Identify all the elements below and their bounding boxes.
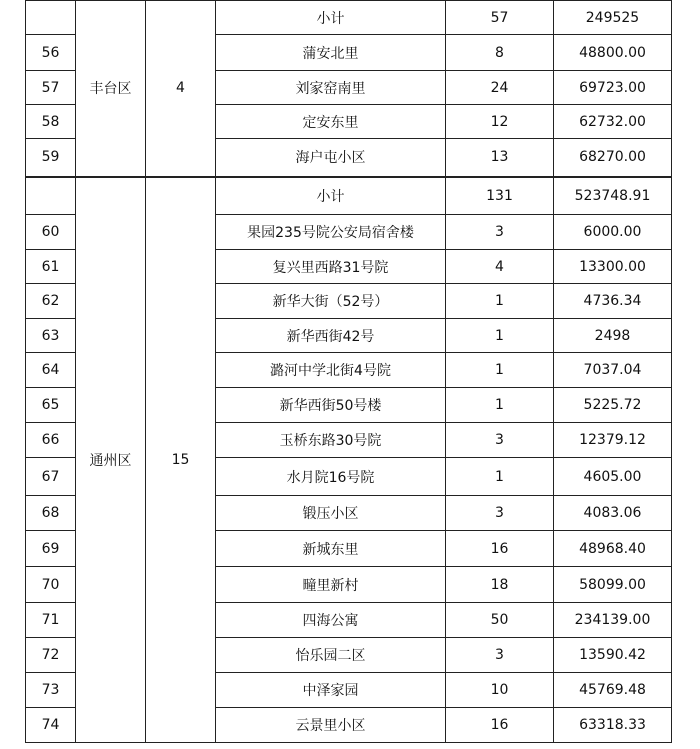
row-number-cell: 63 [26,319,76,353]
row-number-cell: 71 [26,603,76,638]
amount-cell: 5225.72 [554,388,672,423]
households-cell: 13 [446,139,554,177]
households-cell: 18 [446,567,554,603]
households-cell: 3 [446,638,554,673]
community-name-cell: 复兴里西路31号院 [216,250,446,284]
housing-table [25,0,672,743]
community-name-cell: 潞河中学北街4号院 [216,353,446,388]
community-name-cell: 中泽家园 [216,673,446,708]
subtotal-row [26,1,672,35]
community-name-cell: 锻压小区 [216,496,446,531]
households-cell: 8 [446,35,554,71]
households-cell: 4 [446,250,554,284]
district-name-cell: 通州区 [76,177,146,743]
households-cell: 12 [446,105,554,139]
row-number-cell: 56 [26,35,76,71]
row-number-cell: 57 [26,71,76,105]
households-cell: 1 [446,284,554,319]
community-name-cell: 新华西街42号 [216,319,446,353]
community-name-cell: 新华西街50号楼 [216,388,446,423]
households-cell: 1 [446,353,554,388]
amount-cell: 13300.00 [554,250,672,284]
households-cell: 3 [446,215,554,250]
community-name-cell: 新华大街（52号） [216,284,446,319]
community-name-cell: 新城东里 [216,531,446,567]
row-number-cell: 62 [26,284,76,319]
households-cell: 1 [446,458,554,496]
row-number-cell: 59 [26,139,76,177]
amount-cell: 234139.00 [554,603,672,638]
amount-cell: 4605.00 [554,458,672,496]
row-number-cell [26,177,76,215]
households-cell: 10 [446,673,554,708]
subtotal-row [26,177,672,215]
row-number-cell: 74 [26,708,76,743]
community-name-cell: 刘家窑南里 [216,71,446,105]
subtotal-amount-cell: 249525 [554,1,672,35]
row-number-cell: 61 [26,250,76,284]
households-cell: 3 [446,496,554,531]
subtotal-label-cell: 小计 [216,177,446,215]
households-cell: 24 [446,71,554,105]
amount-cell: 6000.00 [554,215,672,250]
row-number-cell: 60 [26,215,76,250]
district-count-cell: 15 [146,177,216,743]
amount-cell: 45769.48 [554,673,672,708]
community-name-cell: 云景里小区 [216,708,446,743]
row-number-cell [26,1,76,35]
amount-cell: 12379.12 [554,423,672,458]
row-number-cell: 67 [26,458,76,496]
community-name-cell: 蒲安北里 [216,35,446,71]
row-number-cell: 58 [26,105,76,139]
row-number-cell: 68 [26,496,76,531]
amount-cell: 62732.00 [554,105,672,139]
community-name-cell: 海户屯小区 [216,139,446,177]
row-number-cell: 73 [26,673,76,708]
community-name-cell: 四海公寓 [216,603,446,638]
community-name-cell: 水月院16号院 [216,458,446,496]
district-count-cell: 4 [146,1,216,177]
community-name-cell: 疃里新村 [216,567,446,603]
row-number-cell: 65 [26,388,76,423]
households-cell: 3 [446,423,554,458]
amount-cell: 58099.00 [554,567,672,603]
row-number-cell: 69 [26,531,76,567]
district-name-cell: 丰台区 [76,1,146,177]
community-name-cell: 怡乐园二区 [216,638,446,673]
community-name-cell: 玉桥东路30号院 [216,423,446,458]
households-cell: 16 [446,708,554,743]
amount-cell: 63318.33 [554,708,672,743]
row-number-cell: 70 [26,567,76,603]
households-cell: 50 [446,603,554,638]
row-number-cell: 64 [26,353,76,388]
subtotal-households-cell: 131 [446,177,554,215]
amount-cell: 68270.00 [554,139,672,177]
amount-cell: 69723.00 [554,71,672,105]
amount-cell: 4083.06 [554,496,672,531]
community-name-cell: 果园235号院公安局宿舍楼 [216,215,446,250]
amount-cell: 13590.42 [554,638,672,673]
amount-cell: 48968.40 [554,531,672,567]
households-cell: 16 [446,531,554,567]
amount-cell: 4736.34 [554,284,672,319]
households-cell: 1 [446,319,554,353]
community-name-cell: 定安东里 [216,105,446,139]
amount-cell: 2498 [554,319,672,353]
households-cell: 1 [446,388,554,423]
row-number-cell: 66 [26,423,76,458]
subtotal-amount-cell: 523748.91 [554,177,672,215]
amount-cell: 7037.04 [554,353,672,388]
amount-cell: 48800.00 [554,35,672,71]
subtotal-label-cell: 小计 [216,1,446,35]
row-number-cell: 72 [26,638,76,673]
subtotal-households-cell: 57 [446,1,554,35]
